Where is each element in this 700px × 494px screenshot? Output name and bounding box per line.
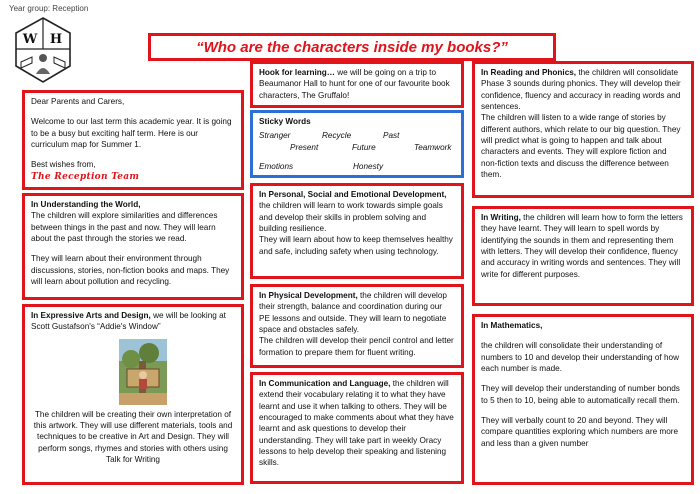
understanding-world-box bbox=[22, 193, 244, 300]
letter-closing: Best wishes from, bbox=[31, 160, 96, 170]
communication-box bbox=[250, 372, 464, 484]
understanding-world-heading: In Understanding the World, bbox=[31, 200, 141, 209]
letter-body: Welcome to our last term this academic year. It is going to be a busy but exciting half term. Here is our curriculum map for Summer 1. bbox=[31, 117, 232, 149]
hook-body: we will be going on a trip to Beaumanor Hall to hunt for one of our favourite book characters, The Gruffalo! bbox=[259, 68, 450, 100]
communication-heading: In Communication and Language, bbox=[259, 379, 391, 388]
physical-box bbox=[250, 284, 464, 368]
page-title: “Who are the characters inside my books?” bbox=[148, 33, 556, 61]
sticky-word: Stranger bbox=[259, 131, 291, 140]
expressive-arts-box bbox=[22, 304, 244, 485]
letter-signature: The Reception Team bbox=[31, 171, 140, 182]
psed-box bbox=[250, 183, 464, 279]
physical-heading: In Physical Development, bbox=[259, 291, 358, 300]
reading-p2: The children will listen to a wide range of stories by different authors, which relate to our big question. They will predict what is going to happen and talk about characters and events. They will explore fiction and non-fiction texts and discuss the difference between them. bbox=[481, 113, 681, 179]
hook-box bbox=[250, 61, 464, 108]
expressive-arts-heading: In Expressive Arts and Design, bbox=[31, 311, 151, 320]
reading-box bbox=[472, 61, 694, 198]
year-group: Year group: Reception bbox=[9, 4, 89, 13]
logo-letter-w: W bbox=[22, 32, 38, 47]
sticky-words-box bbox=[250, 110, 464, 178]
addies-window-artwork bbox=[119, 339, 167, 405]
psed-heading: In Personal, Social and Emotional Development, bbox=[259, 190, 447, 199]
hook-heading: Hook for learning… bbox=[259, 68, 335, 77]
sticky-word: Present bbox=[290, 143, 319, 152]
sticky-word: Recycle bbox=[322, 131, 352, 140]
sticky-words-heading: Sticky Words bbox=[259, 117, 311, 126]
understanding-world-p1: The children will explore similarities and differences between things in the past and now. They will learn about the past through the stories we read. bbox=[31, 211, 218, 243]
writing-heading: In Writing, bbox=[481, 213, 521, 222]
sticky-word: Teamwork bbox=[414, 143, 452, 152]
communication-p1: the children will extend their vocabulary relating it to what they have learnt and use it when talking to others. They will be encouraged to make comments about what they have learnt and ask questions to develop their understanding. They will take part in weekly Oracy lessons to help develop their speaking and listening skills. bbox=[259, 379, 454, 468]
expressive-arts-intro: we will be looking at Scott Gustafson's “Addie's Window” bbox=[31, 311, 226, 332]
expressive-arts-body: The children will be creating their own interpretation of this artwork. They will use different materials, tools and techniques to be creative in Art and Design. They will perform songs, rhymes and stories with others using Talk for Writing bbox=[33, 409, 233, 464]
psed-p2: They will learn about how to keep themselves healthy and safe, including safety when using technology. bbox=[259, 235, 453, 256]
psed-p1: the children will learn to work towards simple goals and develop their skills in problem solving and building resilience. bbox=[259, 201, 443, 233]
writing-p1: the children will learn how to form the letters they have learnt. They will learn to spell words by identifying the sounds in them and representing them with letters. They will develop their confidence, fluency and accuracy in writing words and sentences. They will write for different purposes. bbox=[481, 213, 683, 279]
physical-p2: The children will develop their pencil control and letter formation to prepare them for fluent writing. bbox=[259, 336, 454, 357]
maths-box bbox=[472, 314, 694, 485]
understanding-world-p2: They will learn about their environment through discussions, stories, non-fiction books and maps. They will learn about pollution and recycling. bbox=[31, 254, 230, 286]
sticky-word: Emotions bbox=[259, 162, 294, 171]
maths-p3: They will verbally count to 20 and beyond. They will compare quantities exploring which numbers are more and less than a given number bbox=[481, 415, 679, 448]
maths-p1: the children will consolidate their understanding of numbers to 10 and develop their understanding of how each number is made. bbox=[481, 341, 679, 373]
writing-box bbox=[472, 206, 694, 306]
sticky-word: Future bbox=[352, 143, 376, 152]
sticky-word: Past bbox=[383, 131, 400, 140]
school-logo bbox=[6, 14, 80, 88]
sticky-word: Honesty bbox=[353, 162, 384, 171]
reading-heading: In Reading and Phonics, bbox=[481, 68, 577, 77]
reading-p1: the children will consolidate Phase 3 sounds during phonics. They will develop their confidence, fluency and accuracy in reading words and sentences. bbox=[481, 68, 681, 111]
letter-greeting: Dear Parents and Carers, bbox=[31, 97, 125, 106]
maths-heading: In Mathematics, bbox=[481, 321, 543, 330]
logo-letter-h: H bbox=[49, 32, 63, 47]
letter-box bbox=[22, 90, 244, 190]
physical-p1: the children will develop their strength, balance and coordination during our PE lessons and outside. They will learn to negotiate space and obstacles safely. bbox=[259, 291, 447, 334]
maths-p2: They will develop their understanding of number bonds to 5 then to 10, being able to automatically recall them. bbox=[481, 384, 680, 405]
